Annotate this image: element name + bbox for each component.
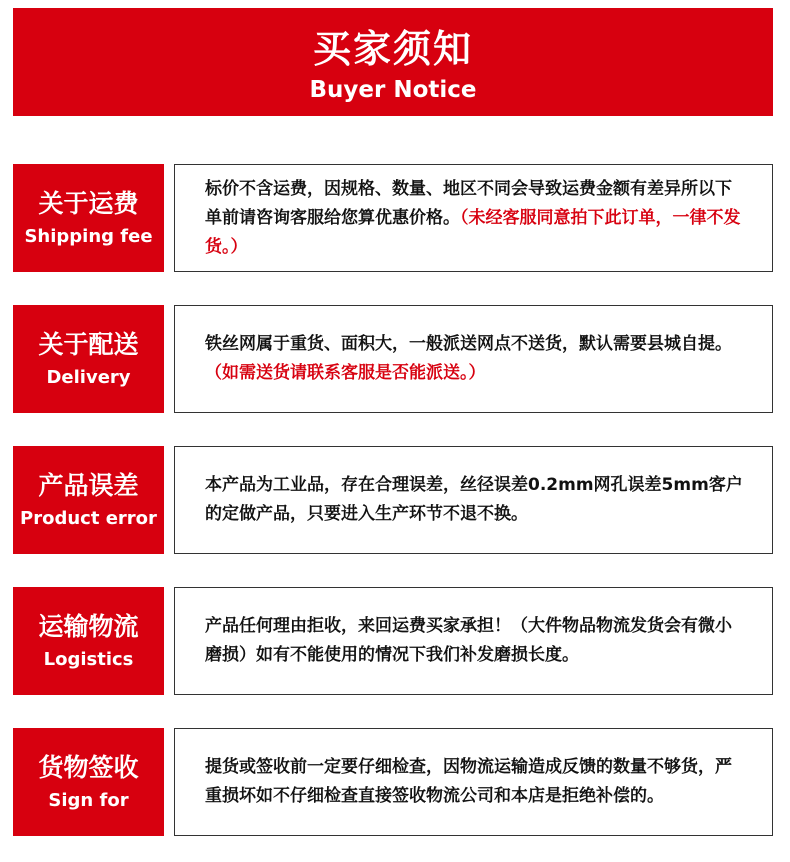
section-shipping-fee bbox=[13, 164, 773, 272]
section-title: 货物签收 bbox=[38, 752, 139, 782]
section-title: 产品误差 bbox=[38, 470, 139, 500]
section-title-en: Shipping fee bbox=[24, 225, 153, 247]
section-title-en: Sign for bbox=[48, 789, 129, 811]
section-label bbox=[13, 305, 164, 413]
section-title: 关于配送 bbox=[38, 329, 139, 359]
section-label bbox=[13, 587, 164, 695]
section-content bbox=[174, 587, 773, 695]
section-product-error bbox=[13, 446, 773, 554]
header-banner bbox=[13, 8, 773, 116]
section-text: 产品任何理由拒收，来回运费买家承担！（大件物品物流发货会有微小磨损）如有不能使用的情况下我们补发磨损长度。 bbox=[205, 616, 732, 665]
section-text: 标价不含运费，因规格、数量、地区不同会导致运费金额有差异所以下单前请咨询客服给您算优惠价格。 bbox=[205, 178, 732, 228]
section-content bbox=[174, 728, 773, 836]
section-title-en: Logistics bbox=[43, 648, 134, 670]
section-content bbox=[174, 446, 773, 554]
section-note: （如需送货请联系客服是否能派送。） bbox=[205, 363, 486, 383]
section-text: 本产品为工业品，存在合理误差，丝径误差0.2mm网孔误差5mm客户的定做产品，只要进入生产环节不退不换。 bbox=[205, 475, 743, 524]
section-title-en: Delivery bbox=[46, 366, 131, 388]
section-title: 运输物流 bbox=[38, 611, 139, 641]
section-label bbox=[13, 446, 164, 554]
section-note: （未经客服同意拍下此订单，一律不发货。） bbox=[205, 207, 741, 257]
header-subtitle: Buyer Notice bbox=[309, 77, 477, 103]
section-content bbox=[174, 164, 773, 272]
section-text: 铁丝网属于重货、面积大，一般派送网点不送货，默认需要县城自提。 bbox=[205, 334, 732, 354]
section-sign-for bbox=[13, 728, 773, 836]
section-label bbox=[13, 728, 164, 836]
section-title: 关于运费 bbox=[38, 188, 139, 218]
section-label bbox=[13, 164, 164, 272]
header-title: 买家须知 bbox=[312, 27, 473, 71]
section-title-en: Product error bbox=[20, 507, 157, 529]
section-logistics bbox=[13, 587, 773, 695]
section-content bbox=[174, 305, 773, 413]
section-text: 提货或签收前一定要仔细检查，因物流运输造成反馈的数量不够货，严重损坏如不仔细检查直接签收物流公司和本店是拒绝补偿的。 bbox=[205, 757, 732, 806]
section-delivery bbox=[13, 305, 773, 413]
